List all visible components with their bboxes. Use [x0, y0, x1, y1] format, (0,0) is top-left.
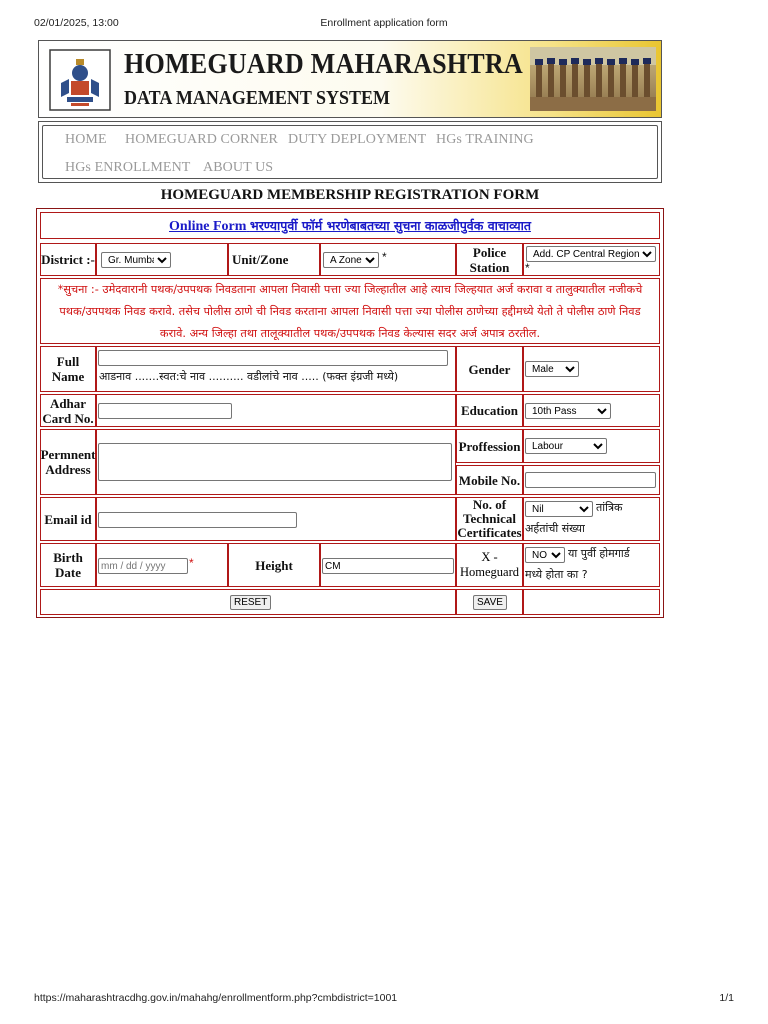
- address-label: Permnent Address: [40, 429, 96, 495]
- main-nav: [38, 121, 662, 183]
- email-input[interactable]: [98, 512, 297, 528]
- ex-homeguard-label: [456, 543, 523, 587]
- ex-homeguard-hint-2: मध्ये होता का ?: [525, 568, 588, 581]
- email-label: Email id: [40, 497, 96, 541]
- print-datetime: 02/01/2025, 13:00: [34, 17, 119, 29]
- gender-cell: [523, 346, 660, 392]
- print-page-number: 1/1: [719, 992, 734, 1004]
- full-name-label: Full Name: [40, 346, 96, 392]
- district-label: District :-: [40, 243, 96, 276]
- tech-cert-hint-2: अर्हतांची संख्या: [525, 522, 585, 535]
- unit-zone-select[interactable]: [323, 252, 379, 268]
- unit-required-mark: *: [382, 250, 387, 264]
- police-station-select[interactable]: [526, 246, 656, 262]
- tech-cert-hint-1: तांत्रिक: [596, 501, 623, 514]
- print-header: [34, 17, 734, 31]
- full-name-hint: आडनाव .......स्वत:चे नाव .......... वडीलांचे नाव ..... (फक्त इंग्रजी मध्ये): [99, 370, 399, 383]
- mobile-label: Mobile No.: [456, 465, 523, 495]
- profession-select[interactable]: [525, 438, 607, 454]
- adhar-label: Adhar Card No.: [40, 394, 96, 427]
- instructions-row: [40, 212, 660, 239]
- form-title: HOMEGUARD MEMBERSHIP REGISTRATION FORM: [160, 187, 540, 203]
- height-input[interactable]: [322, 558, 454, 574]
- instructions-link[interactable]: [169, 217, 531, 235]
- registration-form: [36, 208, 664, 618]
- height-label: Height: [228, 543, 320, 587]
- instructions-link-text: भरण्यापुर्वी फॉर्म भरणेबाबतच्या सुचना काळजीपुर्वक वाचाव्यात: [249, 217, 531, 233]
- full-name-input[interactable]: [98, 350, 448, 366]
- ex-homeguard-label-line-2: Homeguard: [459, 565, 519, 579]
- address-cell: [96, 429, 456, 495]
- unit-zone-cell: [320, 243, 456, 276]
- ex-homeguard-cell: [523, 543, 660, 587]
- banner-subtitle: DATA MANAGEMENT SYSTEM: [124, 87, 391, 109]
- unit-zone-label: Unit/Zone: [228, 243, 320, 276]
- empty-cell: [523, 589, 660, 615]
- nav-duty-deployment[interactable]: DUTY DEPLOYMENT: [288, 132, 427, 147]
- birth-date-label: Birth Date: [40, 543, 96, 587]
- district-cell: [96, 243, 228, 276]
- site-banner: [38, 40, 662, 118]
- full-name-cell: [96, 346, 456, 392]
- nav-home[interactable]: HOME: [65, 132, 107, 147]
- notice-text: *सुचना :- उमेदवारानी पथक/उपपथक निवडताना आपला निवासी पत्ता ज्या जिल्हातील आहे त्याच जिल्हयात अर्ज करावा व तालुक्यातील नजीकचे पथक/उपपथक निवड करावे. तसेच पोलीस ठाणे ची निवड करताना आपला निवासी पत्ता ज्या पोलीस ठाणेच्या हद्दीमध्ये येतो ते पोलीस ठाणे निवड करावे. अन्य जिल्हा तथा तालूक्यातील पथक/उपपथक निवड केल्यास सदर अर्ज अपात्र ठरतील.: [40, 278, 660, 344]
- birth-date-input[interactable]: [98, 558, 188, 574]
- nav-hgs-training[interactable]: HGs TRAINING: [436, 132, 534, 147]
- adhar-cell: [96, 394, 456, 427]
- police-station-cell: [523, 243, 660, 276]
- reset-cell: [40, 589, 456, 615]
- district-select[interactable]: [101, 252, 171, 268]
- education-select[interactable]: [525, 403, 611, 419]
- adhar-input[interactable]: [98, 403, 232, 419]
- banner-title: HOMEGUARD MAHARASHTRA: [124, 48, 523, 80]
- height-cell: [320, 543, 456, 587]
- education-label: Education: [456, 394, 523, 427]
- parade-photo: [530, 47, 656, 111]
- education-cell: [523, 394, 660, 427]
- mobile-cell: [523, 465, 660, 495]
- nav-about-us[interactable]: ABOUT US: [203, 160, 274, 175]
- ex-homeguard-label-line-1: X -: [481, 550, 498, 564]
- profession-label: Proffession: [456, 429, 523, 463]
- birth-required-mark: *: [189, 556, 194, 570]
- maharashtra-emblem-icon: [49, 49, 111, 111]
- gender-select[interactable]: [525, 361, 579, 377]
- print-title: Enrollment application form: [320, 17, 448, 29]
- ex-homeguard-select[interactable]: [525, 547, 565, 563]
- tech-cert-label: No. of Technical Certificates: [457, 497, 522, 540]
- address-textarea[interactable]: [98, 443, 452, 481]
- tech-cert-cell: [523, 497, 660, 541]
- police-station-required-mark: *: [525, 261, 530, 275]
- birth-date-cell: [96, 543, 228, 587]
- print-url: https://maharashtracdhg.gov.in/mahahg/enrollmentform.php?cmbdistrict=1001: [34, 992, 398, 1004]
- instructions-link-prefix: Online Form: [169, 218, 247, 234]
- nav-homeguard-corner[interactable]: HOMEGUARD CORNER: [125, 132, 278, 147]
- gender-label: Gender: [456, 346, 523, 392]
- profession-cell: [523, 429, 660, 463]
- ex-homeguard-hint-1: या पुर्वी होमगार्ड: [568, 547, 630, 560]
- mobile-input[interactable]: [525, 472, 656, 488]
- save-button[interactable]: SAVE: [473, 595, 507, 610]
- nav-hgs-enrollment[interactable]: HGs ENROLLMENT: [65, 160, 191, 175]
- email-cell: [96, 497, 456, 541]
- tech-cert-select[interactable]: [525, 501, 593, 517]
- save-cell: [456, 589, 523, 615]
- print-footer: [34, 992, 734, 1006]
- police-station-label: Police Station: [456, 243, 523, 276]
- reset-button[interactable]: RESET: [230, 595, 271, 610]
- main-nav-inner: [42, 125, 658, 179]
